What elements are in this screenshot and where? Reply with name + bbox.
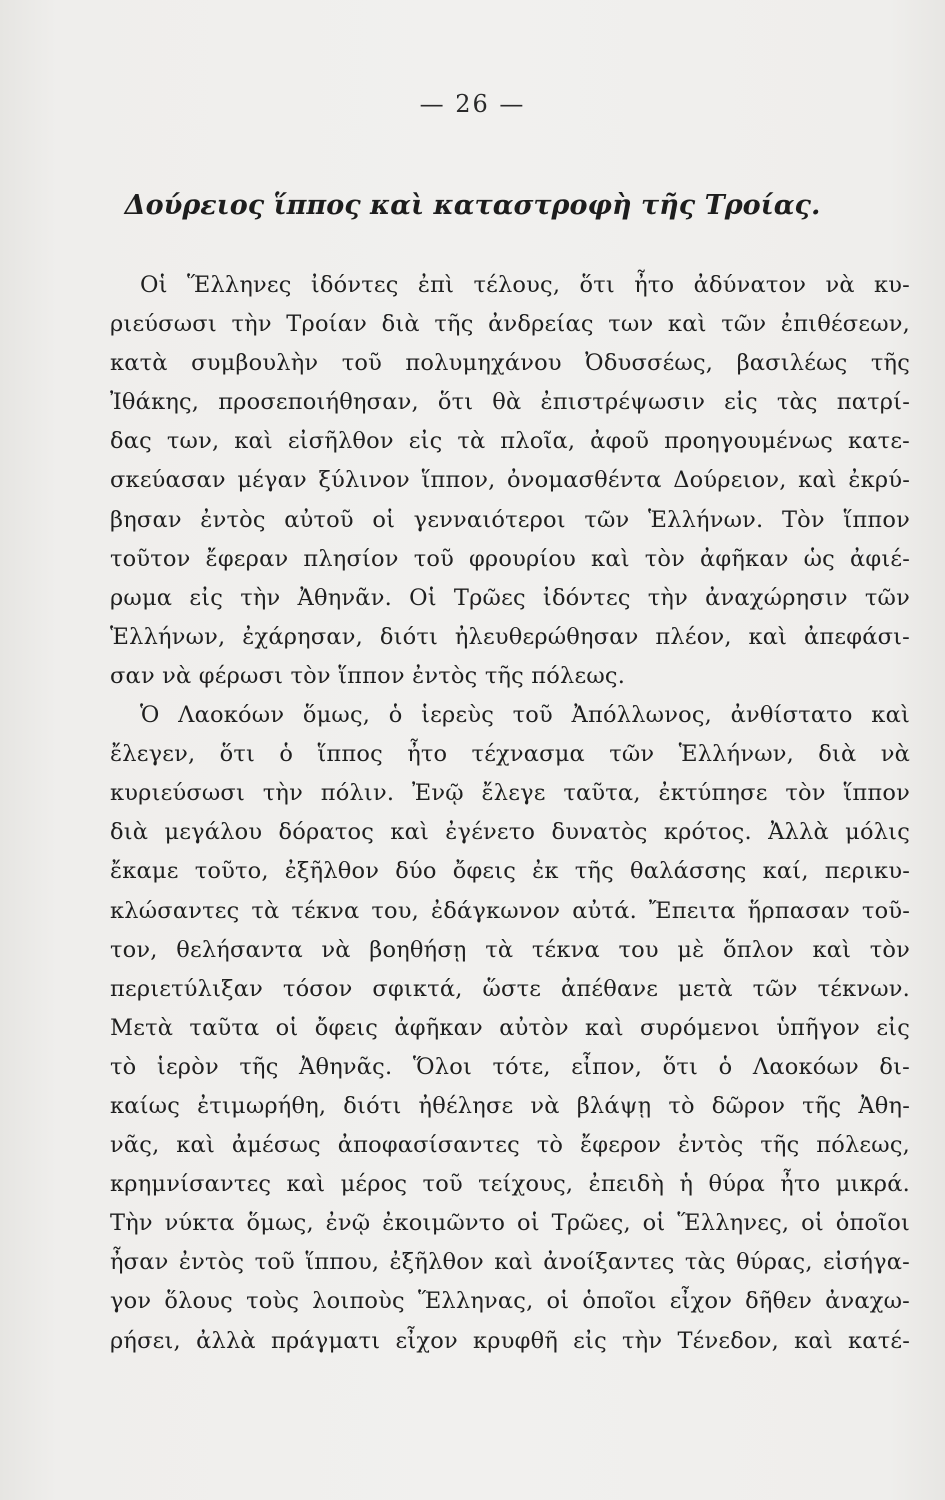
text-line: ἦσαν ἐντὸς τοῦ ἵππου, ἐξῆλθον καὶ ἀνοίξαντες τὰς θύρας, εἰσήγα- [110,1249,910,1276]
text-line: Οἱ Ἕλληνες ἰδόντες ἐπὶ τέλους, ὅτι ἦτο ἀδύνατον νὰ κυ- [140,272,910,298]
text-line: δας των, καὶ εἰσῆλθον εἰς τὰ πλοῖα, ἀφοῦ προηγουμένως κατε- [110,428,910,455]
body-text [110,266,910,1361]
page-number: — 26 — [419,90,526,118]
text-line: Μετὰ ταῦτα οἱ ὄφεις ἀφῆκαν αὐτὸν καὶ συρόμενοι ὑπῆγον εἰς [110,1014,910,1041]
text-line: γον ὅλους τοὺς λοιποὺς Ἕλληνας, οἱ ὁποῖοι εἶχον δῆθεν ἀναχω- [110,1288,910,1315]
text-line: σαν νὰ φέρωσι τὸν ἵππον ἐντὸς τῆς πόλεως. [110,662,626,689]
text-line: Ὁ Λαοκόων ὅμως, ὁ ἱερεὺς τοῦ Ἀπόλλωνος, ἀνθίστατο καὶ [140,702,910,729]
text-line: τοῦτον ἔφεραν πλησίον τοῦ φρουρίου καὶ τὸν ἀφῆκαν ὡς ἀφιέ- [110,545,910,572]
text-line: ρήσει, ἀλλὰ πράγματι εἶχον κρυφθῆ εἰς τὴν Τένεδον, καὶ κατέ- [110,1327,910,1354]
text-line: διὰ μεγάλου δόρατος καὶ ἐγένετο δυνατὸς κρότος. Ἀλλὰ μόλις [110,819,910,846]
text-line: ἔλεγεν, ὅτι ὁ ἵππος ἦτο τέχνασμα τῶν Ἑλλήνων, διὰ νὰ [110,741,910,768]
text-line: Τὴν νύκτα ὅμως, ἐνῷ ἐκοιμῶντο οἱ Τρῶες, οἱ Ἕλληνες, οἱ ὁποῖοι [110,1210,910,1237]
text-line: καίως ἐτιμωρήθη, διότι ἠθέλησε νὰ βλάψῃ τὸ δῶρον τῆς Ἀθη- [110,1092,910,1119]
text-line: ρωμα εἰς τὴν Ἀθηνᾶν. Οἱ Τρῶες ἰδόντες τὴν ἀναχώρησιν τῶν [110,584,910,611]
text-line: σκεύασαν μέγαν ξύλινον ἵππον, ὀνομασθέντα Δούρειον, καὶ ἐκρύ- [110,467,910,494]
text-line: νᾶς, καὶ ἀμέσως ἀποφασίσαντες τὸ ἔφερον ἐντὸς τῆς πόλεως, [110,1132,910,1159]
text-line: κρημνίσαντες καὶ μέρος τοῦ τείχους, ἐπειδὴ ἡ θύρα ἦτο μικρά. [110,1171,910,1198]
text-line: Ἰθάκης, προσεποιήθησαν, ὅτι θὰ ἐπιστρέψωσιν εἰς τὰς πατρί- [110,389,910,416]
text-line: ἔκαμε τοῦτο, ἐξῆλθον δύο ὄφεις ἐκ τῆς θαλάσσης καί, περικυ- [110,858,910,885]
text-line: κυριεύσωσι τὴν πόλιν. Ἐνῷ ἔλεγε ταῦτα, ἐκτύπησε τὸν ἵππον [110,780,910,807]
text-line: τὸ ἱερὸν τῆς Ἀθηνᾶς. Ὅλοι τότε, εἶπον, ὅτι ὁ Λαοκόων δι- [110,1053,910,1080]
text-line: περιετύλιξαν τόσον σφικτά, ὥστε ἀπέθανε μετὰ τῶν τέκνων. [110,975,910,1002]
text-line: Ἑλλήνων, ἐχάρησαν, διότι ἠλευθερώθησαν πλέον, καὶ ἀπεφάσι- [110,623,910,650]
text-line: τον, θελήσαντα νὰ βοηθήσῃ τὰ τέκνα του μὲ ὅπλον καὶ τὸν [110,936,910,963]
chapter-title: Δούρειος ἵππος καὶ καταστροφὴ τῆς Τροίας. [124,190,821,221]
text-line: ριεύσωσι τὴν Τροίαν διὰ τῆς ἀνδρείας των καὶ τῶν ἐπιθέσεων, [110,311,910,338]
text-line: βησαν ἐντὸς αὐτοῦ οἱ γενναιότεροι τῶν Ἑλλήνων. Τὸν ἵππον [110,506,910,533]
text-line: κατὰ συμβουλὴν τοῦ πολυμηχάνου Ὀδυσσέως, βασιλέως τῆς [110,350,910,377]
text-line: κλώσαντες τὰ τέκνα του, ἐδάγκωνον αὐτά. Ἔπειτα ἥρπασαν τοῦ- [110,897,910,924]
